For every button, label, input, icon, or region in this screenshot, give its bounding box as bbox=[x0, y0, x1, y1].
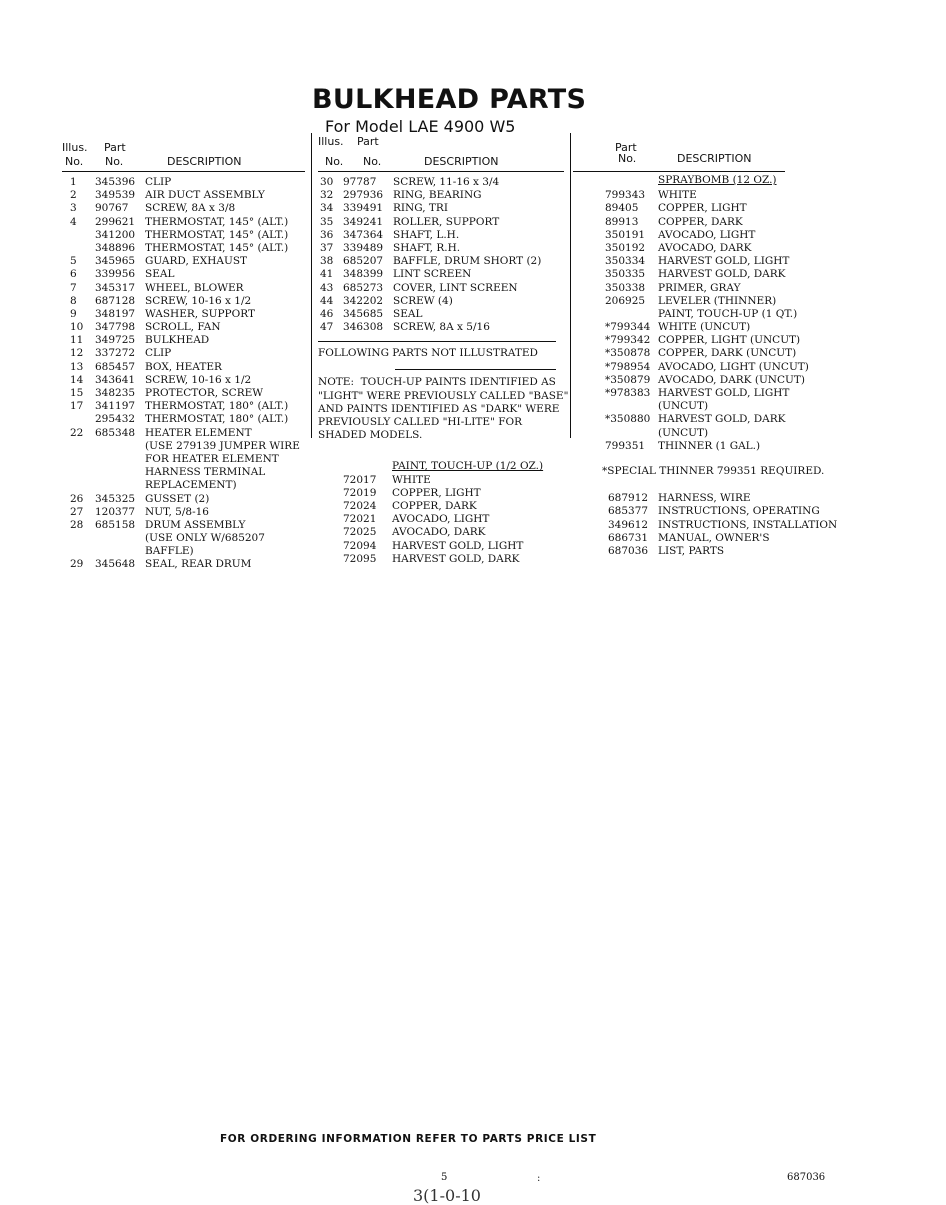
note-line: AND PAINTS IDENTIFIED AS "DARK" WERE bbox=[318, 402, 560, 415]
part-description: SHAFT, R.H. bbox=[393, 241, 461, 254]
part-label: Part bbox=[357, 135, 379, 148]
illus-number: 2 bbox=[70, 189, 77, 202]
part-description: BULKHEAD bbox=[145, 334, 210, 347]
list-item bbox=[605, 334, 837, 347]
part-description: BAFFLE, DRUM SHORT (2) bbox=[393, 255, 542, 268]
list-item bbox=[605, 361, 837, 374]
list-item bbox=[318, 202, 564, 215]
part-number: *350879 bbox=[605, 373, 651, 386]
part-description: BAFFLE) bbox=[145, 545, 194, 558]
list-item bbox=[605, 255, 837, 268]
part-description: COPPER, DARK bbox=[658, 215, 743, 228]
illus-number: 14 bbox=[70, 373, 84, 386]
parts-column-1 bbox=[62, 141, 305, 572]
part-number: 342202 bbox=[343, 294, 384, 307]
part-description: AIR DUCT ASSEMBLY bbox=[145, 189, 265, 202]
list-item bbox=[62, 545, 305, 558]
part-description: COPPER, DARK (UNCUT) bbox=[658, 347, 797, 360]
illus-label: Illus. bbox=[62, 141, 88, 154]
part-description: COPPER, LIGHT (UNCUT) bbox=[658, 334, 801, 347]
list-item bbox=[318, 268, 564, 281]
illus-number: 32 bbox=[320, 189, 334, 202]
parts-list-3 bbox=[605, 189, 837, 453]
part-description: HARVEST GOLD, LIGHT bbox=[658, 387, 790, 399]
part-description: CLIP bbox=[145, 176, 172, 188]
part-number: 89405 bbox=[605, 202, 639, 215]
parts-column-2 bbox=[318, 135, 569, 566]
list-item bbox=[318, 308, 564, 321]
illus-number: 6 bbox=[70, 268, 77, 281]
part-description: SEAL bbox=[393, 307, 423, 320]
part-description: COPPER, LIGHT bbox=[658, 202, 747, 215]
paint-note bbox=[318, 376, 569, 442]
special-note-row bbox=[602, 464, 837, 478]
part-number: 685207 bbox=[343, 255, 384, 268]
part-number: 72017 bbox=[343, 473, 377, 486]
part-number: 339489 bbox=[343, 241, 384, 254]
list-item bbox=[318, 526, 564, 539]
part-no-label: No. bbox=[363, 155, 382, 168]
description-label: DESCRIPTION bbox=[424, 155, 499, 168]
part-number: 350338 bbox=[605, 281, 646, 294]
part-label: Part bbox=[615, 141, 637, 154]
part-description: HARNESS TERMINAL bbox=[145, 466, 266, 479]
list-item bbox=[605, 347, 837, 360]
part-description: HARNESS, WIRE bbox=[658, 492, 751, 505]
part-number: 345685 bbox=[343, 307, 384, 320]
part-no-label: No. bbox=[618, 152, 637, 165]
description-label: DESCRIPTION bbox=[677, 152, 752, 165]
part-description: COPPER, LIGHT bbox=[392, 486, 481, 499]
note-line: PREVIOUSLY CALLED "HI-LITE" FOR bbox=[318, 416, 523, 428]
list-item bbox=[605, 374, 837, 387]
list-item bbox=[62, 176, 305, 189]
part-description: AVOCADO, DARK bbox=[392, 526, 486, 539]
part-number: 799343 bbox=[605, 189, 646, 202]
part-number: 685377 bbox=[608, 505, 649, 518]
part-number: 347798 bbox=[95, 321, 136, 334]
list-item bbox=[62, 466, 305, 479]
part-description: THINNER (1 GAL.) bbox=[658, 439, 761, 452]
part-description: CLIP bbox=[145, 347, 172, 360]
list-item bbox=[62, 374, 305, 387]
following-text: FOLLOWING PARTS NOT ILLUSTRATED bbox=[318, 347, 538, 360]
list-item bbox=[605, 295, 837, 308]
list-item bbox=[605, 216, 837, 229]
part-description: THERMOSTAT, 145° (ALT.) bbox=[145, 215, 289, 228]
part-description: RING, BEARING bbox=[393, 189, 482, 202]
list-item bbox=[605, 202, 837, 215]
section-rule bbox=[395, 369, 556, 370]
list-item bbox=[605, 400, 837, 413]
mark-dot: : bbox=[537, 1173, 541, 1184]
part-description: HARVEST GOLD, LIGHT bbox=[392, 539, 524, 552]
part-number: 72024 bbox=[343, 499, 377, 512]
spraybomb-heading-row bbox=[605, 174, 837, 187]
illus-number: 8 bbox=[70, 294, 77, 307]
part-number: 685457 bbox=[95, 360, 136, 373]
illus-number: 13 bbox=[70, 360, 84, 373]
list-item bbox=[318, 255, 564, 268]
list-item bbox=[318, 513, 564, 526]
special-note: *SPECIAL THINNER 799351 REQUIRED. bbox=[602, 464, 825, 477]
note-line: NOTE: TOUCH-UP PAINTS IDENTIFIED AS bbox=[318, 376, 556, 389]
part-number: 685348 bbox=[95, 426, 136, 439]
part-description: PAINT, TOUCH-UP (1 QT.) bbox=[658, 307, 798, 320]
part-description: THERMOSTAT, 180° (ALT.) bbox=[145, 400, 289, 413]
list-item bbox=[62, 282, 305, 295]
list-item bbox=[318, 242, 564, 255]
list-item bbox=[62, 216, 305, 229]
part-number: 341197 bbox=[95, 400, 136, 413]
illus-number: 35 bbox=[320, 215, 334, 228]
list-item bbox=[318, 474, 564, 487]
part-description: (USE ONLY W/685207 bbox=[145, 532, 265, 545]
part-number: 72021 bbox=[343, 513, 377, 526]
part-label: Part bbox=[104, 141, 126, 154]
column-1-header bbox=[62, 141, 305, 169]
list-item bbox=[605, 242, 837, 255]
part-number: 345396 bbox=[95, 176, 136, 188]
part-description: BOX, HEATER bbox=[145, 360, 222, 373]
part-number: 89913 bbox=[605, 215, 639, 228]
list-item bbox=[62, 361, 305, 374]
part-description: WHITE (UNCUT) bbox=[658, 321, 751, 334]
description-label: DESCRIPTION bbox=[167, 155, 242, 168]
parts-list-2 bbox=[318, 176, 564, 334]
part-number: 350335 bbox=[605, 268, 646, 281]
illus-number: 12 bbox=[70, 347, 84, 360]
part-description: FOR HEATER ELEMENT bbox=[145, 452, 279, 465]
list-item bbox=[605, 387, 837, 400]
page-subtitle: For Model LAE 4900 W5 bbox=[325, 117, 516, 136]
illus-number: 3 bbox=[70, 202, 77, 215]
part-description: WHITE bbox=[392, 473, 431, 486]
illus-number: 4 bbox=[70, 215, 77, 228]
part-description: AVOCADO, LIGHT bbox=[392, 513, 490, 526]
part-number: 348896 bbox=[95, 241, 136, 254]
list-item bbox=[318, 500, 564, 513]
illus-label: Illus. bbox=[318, 135, 344, 148]
part-number: 347364 bbox=[343, 228, 384, 241]
list-item bbox=[605, 321, 837, 334]
part-description: WHITE bbox=[658, 189, 697, 202]
note-line: SHADED MODELS. bbox=[318, 429, 423, 442]
part-number: 685158 bbox=[95, 518, 136, 531]
illus-number: 30 bbox=[320, 176, 334, 188]
part-description: LIST, PARTS bbox=[658, 544, 725, 557]
part-number: 349539 bbox=[95, 189, 136, 202]
part-description: NUT, 5/8-16 bbox=[145, 505, 209, 518]
list-item bbox=[605, 282, 837, 295]
part-number: 350191 bbox=[605, 228, 646, 241]
part-description: AVOCADO, DARK (UNCUT) bbox=[658, 373, 805, 386]
list-item bbox=[318, 189, 564, 202]
part-description: HARVEST GOLD, DARK bbox=[658, 413, 786, 426]
document-number: 687036 bbox=[787, 1172, 826, 1183]
page-title: BULKHEAD PARTS bbox=[312, 84, 587, 115]
list-item bbox=[62, 202, 305, 215]
part-number: 687036 bbox=[608, 544, 649, 557]
illus-number: 41 bbox=[320, 268, 334, 281]
part-description: SCREW, 10-16 x 1/2 bbox=[145, 294, 252, 307]
part-number: 685273 bbox=[343, 281, 384, 294]
list-item bbox=[62, 242, 305, 255]
part-number: 350334 bbox=[605, 255, 646, 268]
illus-number: 37 bbox=[320, 241, 334, 254]
illus-number: 34 bbox=[320, 202, 334, 215]
list-item bbox=[62, 493, 305, 506]
list-item bbox=[318, 553, 564, 566]
part-description: SCREW, 10-16 x 1/2 bbox=[145, 373, 252, 386]
list-item bbox=[62, 413, 305, 426]
part-number: 72095 bbox=[343, 552, 377, 565]
parts-column-3 bbox=[602, 141, 838, 558]
part-description: PRIMER, GRAY bbox=[658, 281, 741, 294]
illus-number: 27 bbox=[70, 505, 84, 518]
illus-number: 1 bbox=[70, 176, 77, 188]
part-number: 72094 bbox=[343, 539, 377, 552]
part-description: MANUAL, OWNER'S bbox=[658, 531, 770, 544]
list-item bbox=[62, 268, 305, 281]
note-line: "LIGHT" WERE PREVIOUSLY CALLED "BASE" bbox=[318, 389, 569, 402]
list-item bbox=[62, 453, 305, 466]
list-item bbox=[62, 255, 305, 268]
part-description: COVER, LINT SCREEN bbox=[393, 281, 518, 294]
paint-heading-row bbox=[318, 460, 564, 473]
list-item bbox=[62, 440, 305, 453]
illus-number: 22 bbox=[70, 426, 84, 439]
illus-number: 28 bbox=[70, 518, 84, 531]
list-item bbox=[605, 545, 837, 558]
illus-number: 43 bbox=[320, 281, 334, 294]
part-description: THERMOSTAT, 180° (ALT.) bbox=[145, 413, 289, 426]
part-description: SEAL, REAR DRUM bbox=[145, 558, 252, 571]
part-number: 349612 bbox=[608, 518, 649, 531]
part-number: *978383 bbox=[605, 387, 651, 399]
part-number: 348235 bbox=[95, 387, 136, 399]
part-description: WASHER, SUPPORT bbox=[145, 307, 255, 320]
illus-number: 38 bbox=[320, 255, 334, 268]
part-description: LEVELER (THINNER) bbox=[658, 294, 777, 307]
part-number: 90767 bbox=[95, 202, 129, 215]
illus-number: 5 bbox=[70, 255, 77, 268]
part-no-label: No. bbox=[105, 155, 124, 168]
list-item bbox=[605, 427, 837, 440]
illus-number: 44 bbox=[320, 294, 334, 307]
list-item bbox=[62, 479, 305, 492]
part-description: GUARD, EXHAUST bbox=[145, 255, 248, 268]
part-number: 345317 bbox=[95, 281, 136, 294]
parts-list-1 bbox=[62, 176, 305, 572]
part-description: SCREW, 8A x 5/16 bbox=[393, 321, 490, 334]
list-item bbox=[62, 189, 305, 202]
list-item bbox=[605, 492, 837, 505]
list-item bbox=[318, 487, 564, 500]
column-divider-right bbox=[570, 133, 571, 438]
list-item bbox=[318, 321, 564, 334]
illus-number: 7 bbox=[70, 281, 77, 294]
part-description: (UNCUT) bbox=[658, 426, 709, 439]
part-number: 339956 bbox=[95, 268, 136, 281]
part-description: GUSSET (2) bbox=[145, 492, 210, 505]
handwritten-note: 3(1-0-10 bbox=[413, 1186, 481, 1205]
part-description: HARVEST GOLD, DARK bbox=[658, 268, 786, 281]
part-description: INSTRUCTIONS, OPERATING bbox=[658, 505, 820, 518]
list-item bbox=[318, 216, 564, 229]
list-item bbox=[605, 532, 837, 545]
part-description: HARVEST GOLD, DARK bbox=[392, 552, 520, 565]
part-number: 299621 bbox=[95, 215, 136, 228]
part-number: 337272 bbox=[95, 347, 136, 360]
part-number: 349241 bbox=[343, 215, 384, 228]
part-description: SCREW (4) bbox=[393, 294, 453, 307]
illus-number: 11 bbox=[70, 334, 84, 347]
part-number: 339491 bbox=[343, 202, 384, 215]
list-item bbox=[605, 440, 837, 453]
part-number: 297936 bbox=[343, 189, 384, 202]
list-item bbox=[318, 229, 564, 242]
part-number: 687912 bbox=[608, 492, 649, 505]
list-item bbox=[62, 558, 305, 571]
part-number: 348399 bbox=[343, 268, 384, 281]
part-description: RING, TRI bbox=[393, 202, 448, 215]
list-item bbox=[62, 427, 305, 440]
list-item bbox=[318, 282, 564, 295]
illus-no-label: No. bbox=[325, 155, 344, 168]
list-item bbox=[62, 347, 305, 360]
part-description: AVOCADO, DARK bbox=[658, 241, 752, 254]
part-number: 72025 bbox=[343, 526, 377, 539]
part-number: 349725 bbox=[95, 334, 136, 347]
part-description: SCREW, 11-16 x 3/4 bbox=[393, 176, 500, 188]
list-item bbox=[605, 189, 837, 202]
illus-number: 46 bbox=[320, 307, 334, 320]
part-number: 799351 bbox=[605, 439, 646, 452]
list-item bbox=[605, 505, 837, 518]
part-number: 348197 bbox=[95, 307, 136, 320]
part-number: *350880 bbox=[605, 413, 651, 426]
part-description: LINT SCREEN bbox=[393, 268, 472, 281]
part-description: AVOCADO, LIGHT (UNCUT) bbox=[658, 360, 809, 373]
illus-no-label: No. bbox=[65, 155, 84, 168]
illus-number: 10 bbox=[70, 321, 84, 334]
part-description: (USE 279139 JUMPER WIRE bbox=[145, 439, 300, 452]
part-number: 343641 bbox=[95, 373, 136, 386]
ordering-footer: FOR ORDERING INFORMATION REFER TO PARTS PRICE LIST bbox=[220, 1133, 597, 1145]
misc-list bbox=[605, 492, 837, 558]
column-3-header bbox=[605, 141, 837, 169]
part-description: SHAFT, L.H. bbox=[393, 228, 460, 241]
part-number: 686731 bbox=[608, 531, 649, 544]
part-number: 345648 bbox=[95, 558, 136, 571]
list-item bbox=[605, 268, 837, 281]
list-item bbox=[62, 321, 305, 334]
part-number: 345325 bbox=[95, 492, 136, 505]
header-rule bbox=[573, 171, 785, 172]
part-description: WHEEL, BLOWER bbox=[145, 281, 244, 294]
part-description: SEAL bbox=[145, 268, 175, 281]
illus-number: 47 bbox=[320, 321, 334, 334]
part-description: DRUM ASSEMBLY bbox=[145, 518, 246, 531]
list-item bbox=[62, 519, 305, 532]
list-item bbox=[62, 506, 305, 519]
part-number: 97787 bbox=[343, 176, 377, 188]
part-number: 120377 bbox=[95, 505, 136, 518]
part-description: THERMOSTAT, 145° (ALT.) bbox=[145, 241, 289, 254]
list-item bbox=[605, 519, 837, 532]
illus-number: 36 bbox=[320, 228, 334, 241]
illus-number: 17 bbox=[70, 400, 84, 413]
list-item bbox=[62, 532, 305, 545]
part-number: 350192 bbox=[605, 241, 646, 254]
part-number: 341200 bbox=[95, 228, 136, 241]
header-rule bbox=[318, 171, 564, 172]
following-note bbox=[318, 347, 564, 360]
list-item bbox=[62, 400, 305, 413]
page-number: 5 bbox=[441, 1172, 448, 1183]
list-item bbox=[62, 295, 305, 308]
illus-number: 15 bbox=[70, 387, 84, 399]
part-number: *350878 bbox=[605, 347, 651, 360]
list-item bbox=[605, 229, 837, 242]
part-description: HEATER ELEMENT bbox=[145, 426, 252, 439]
part-description: (UNCUT) bbox=[658, 400, 709, 413]
list-item bbox=[318, 540, 564, 553]
part-description: HARVEST GOLD, LIGHT bbox=[658, 255, 790, 268]
list-item bbox=[318, 176, 564, 189]
part-description: SCROLL, FAN bbox=[145, 321, 221, 334]
list-item bbox=[318, 295, 564, 308]
illus-number: 26 bbox=[70, 492, 84, 505]
section-rule bbox=[318, 341, 556, 342]
part-number: 345965 bbox=[95, 255, 136, 268]
illus-number: 29 bbox=[70, 558, 84, 571]
part-number: *799342 bbox=[605, 334, 651, 347]
part-number: 687128 bbox=[95, 294, 136, 307]
spraybomb-heading: SPRAYBOMB (12 OZ.) bbox=[658, 174, 777, 186]
column-2-header bbox=[318, 135, 564, 169]
part-number: 72019 bbox=[343, 486, 377, 499]
part-number: *799344 bbox=[605, 321, 651, 334]
part-description: SCREW, 8A x 3/8 bbox=[145, 202, 236, 215]
illus-number: 9 bbox=[70, 307, 77, 320]
list-item bbox=[605, 413, 837, 426]
paint-list bbox=[318, 474, 564, 566]
list-item bbox=[62, 334, 305, 347]
part-description: PROTECTOR, SCREW bbox=[145, 387, 264, 399]
list-item bbox=[62, 229, 305, 242]
part-description: AVOCADO, LIGHT bbox=[658, 228, 756, 241]
part-number: 295432 bbox=[95, 413, 136, 426]
list-item bbox=[62, 387, 305, 400]
part-description: THERMOSTAT, 145° (ALT.) bbox=[145, 228, 289, 241]
column-divider-left bbox=[311, 133, 312, 438]
part-number: 206925 bbox=[605, 294, 646, 307]
part-number: 346308 bbox=[343, 321, 384, 334]
part-description: INSTRUCTIONS, INSTALLATION bbox=[658, 518, 838, 531]
part-description: REPLACEMENT) bbox=[145, 479, 237, 492]
list-item bbox=[605, 308, 837, 321]
paint-heading: PAINT, TOUCH-UP (1/2 OZ.) bbox=[392, 460, 544, 473]
list-item bbox=[62, 308, 305, 321]
part-description: ROLLER, SUPPORT bbox=[393, 215, 500, 228]
header-rule bbox=[62, 171, 305, 172]
part-number: *798954 bbox=[605, 360, 651, 373]
part-description: COPPER, DARK bbox=[392, 499, 477, 512]
